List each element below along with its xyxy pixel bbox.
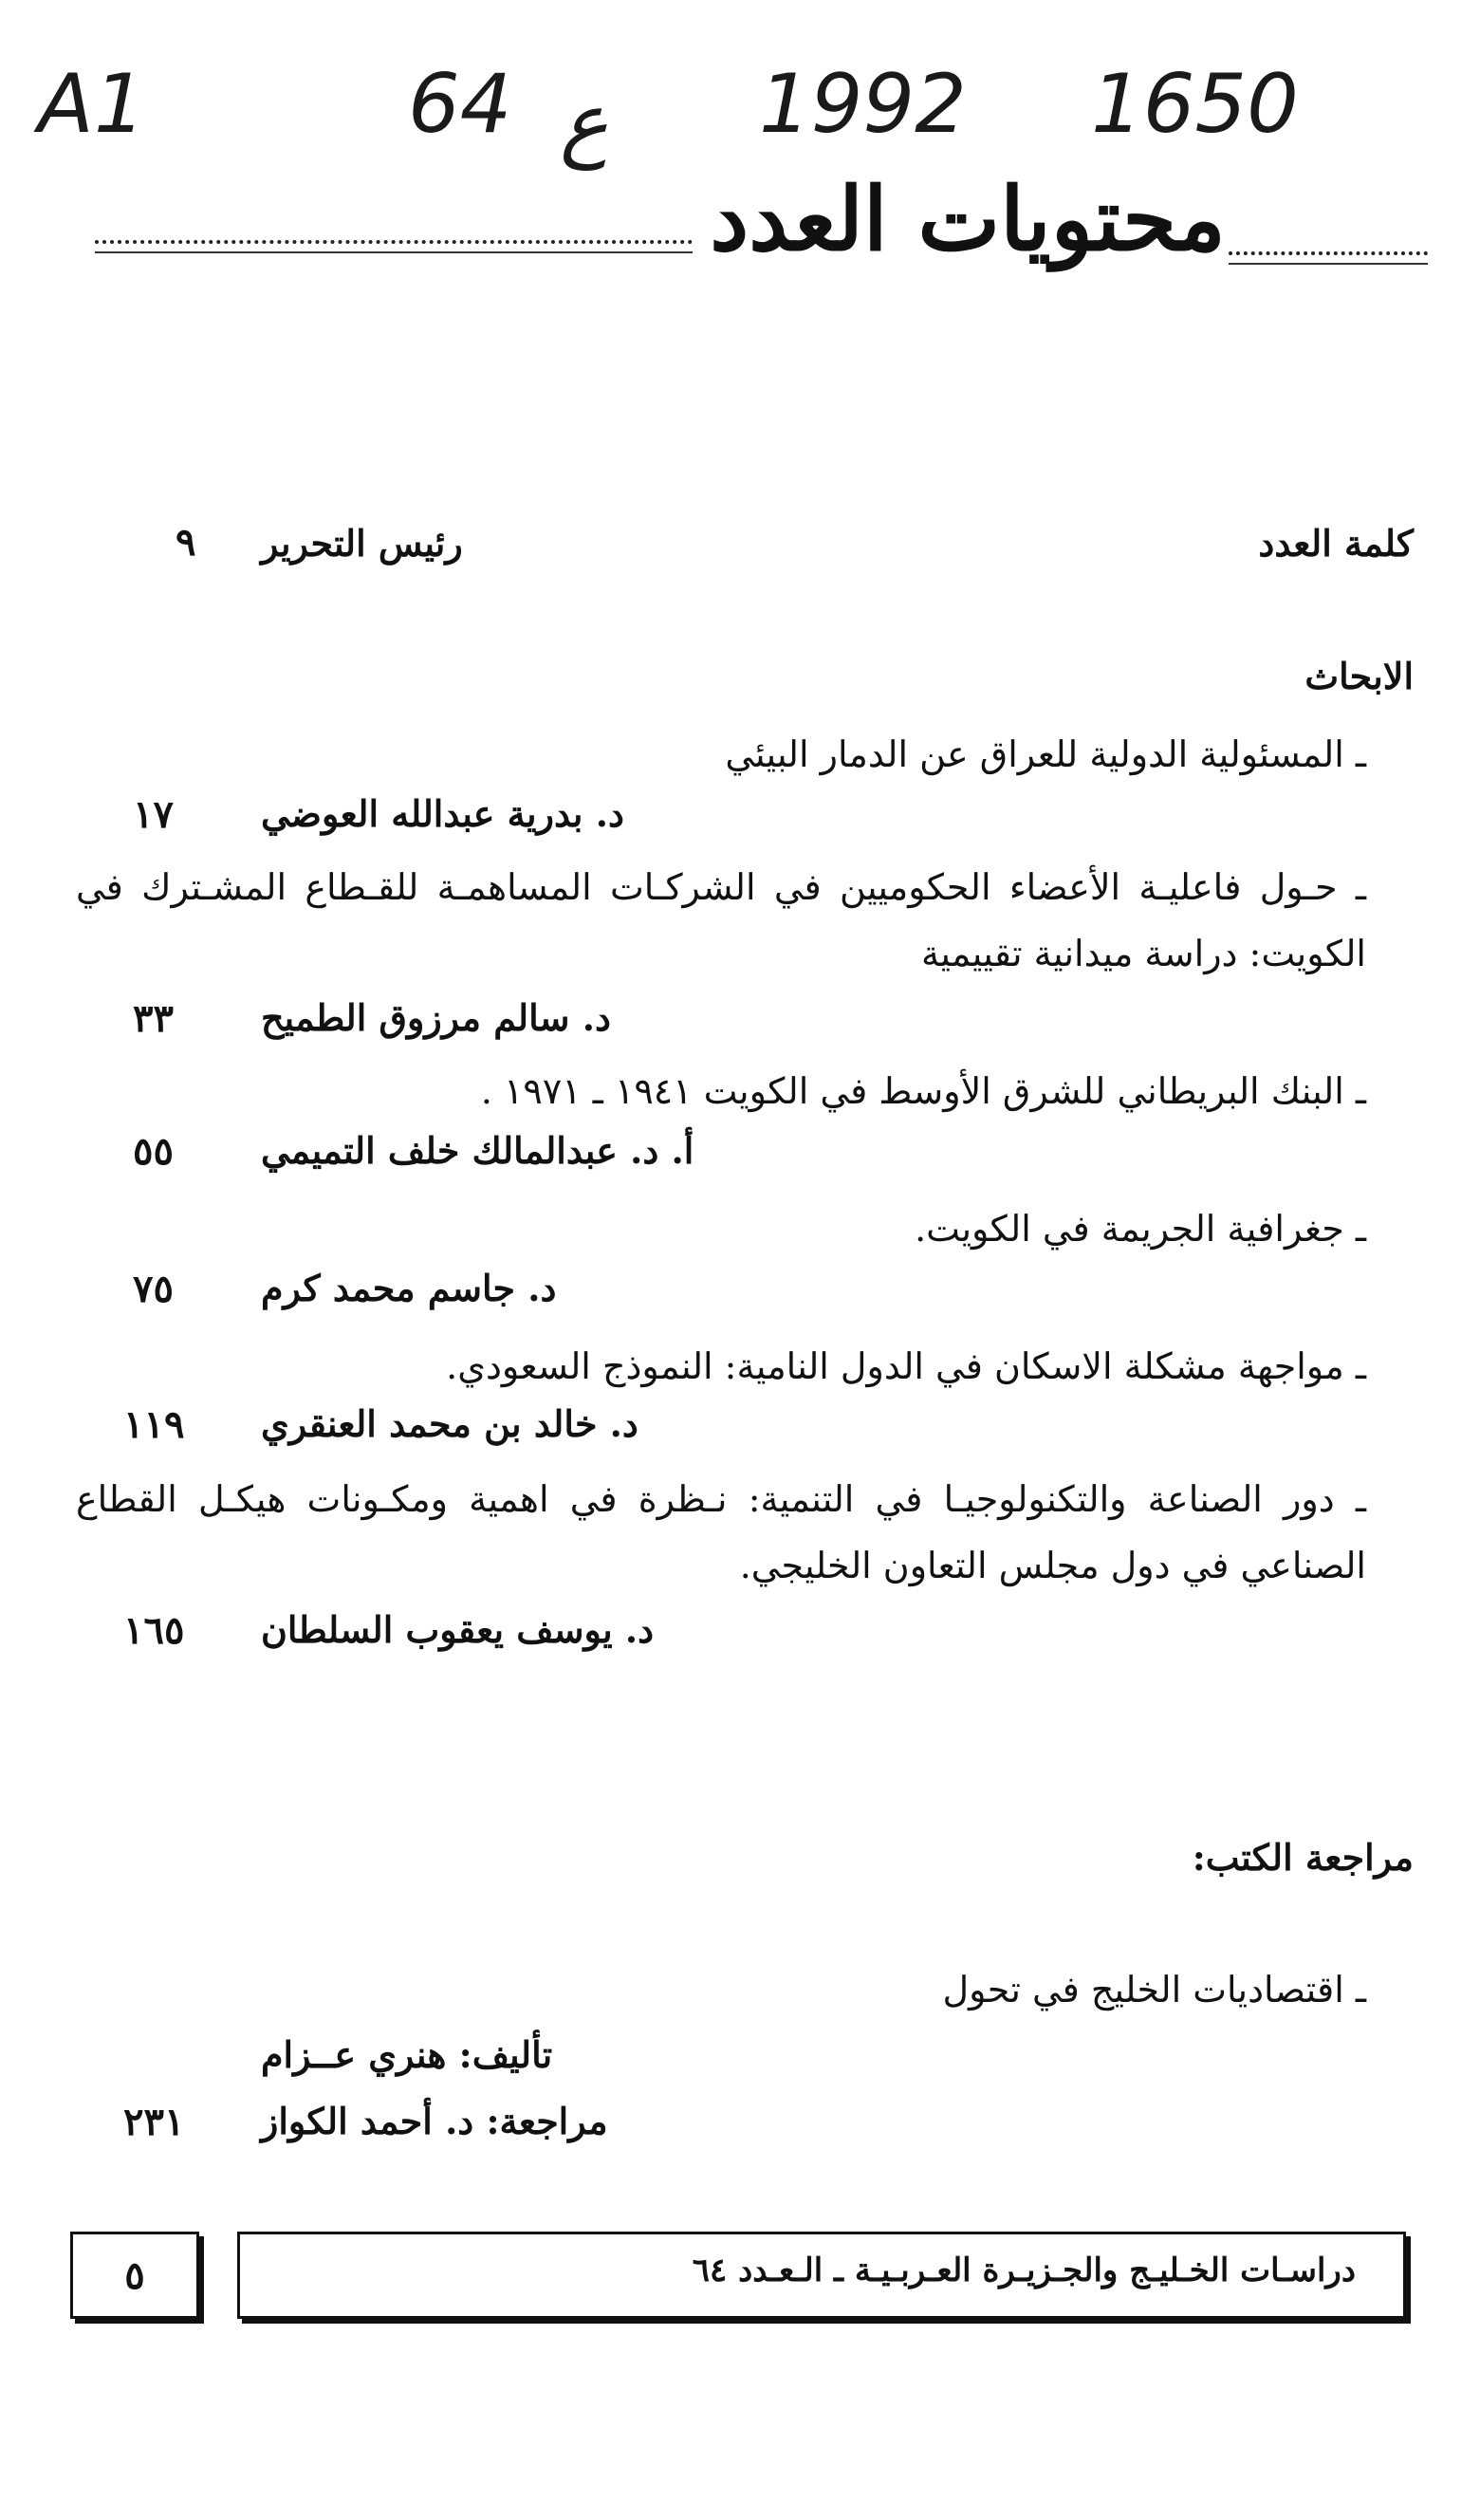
- article-page: ١١٩: [123, 1402, 185, 1447]
- article-title: ـ مواجهة مشكلة الاسكان في الدول النامية: النموذج السعودي.: [446, 1345, 1366, 1387]
- article-author: د. يوسف يعقوب السلطان: [261, 1608, 655, 1651]
- article-page: ١٦٥: [123, 1608, 185, 1653]
- handwritten-issue: 64: [408, 57, 512, 152]
- title-rule-left: [95, 240, 693, 244]
- handwritten-code: 1650: [1091, 57, 1299, 152]
- article-title: ـ حـول فاعليـة الأعضاء الحكوميين في الشركـات المساهمـة للقـطاع المشـترك في الكويت: دراسة ميدانية تقييمية: [76, 866, 1366, 974]
- editorial-page: ٩: [176, 520, 196, 565]
- article-author: د. جاسم محمد كرم: [261, 1267, 557, 1309]
- handwritten-year: 1992: [759, 57, 967, 152]
- page-title: محتويات العدد: [710, 168, 1226, 270]
- book-review-page: ٢٣١: [123, 2100, 185, 2144]
- book-review-reviewer: مراجعة: د. أحمد الكواز: [261, 2100, 608, 2142]
- journal-footer: [237, 2232, 1406, 2319]
- article-page: ١٧: [133, 792, 174, 837]
- page-number-box: [70, 2232, 199, 2319]
- article-title: ـ جغرافية الجريمة في الكويت.: [915, 1208, 1366, 1250]
- article-author: د. خالد بن محمد العنقري: [261, 1402, 638, 1445]
- journal-name: دراسـات الخـليـج والجـزيـرة العـربـيـة ـ الـعـدد ٦٤: [692, 2251, 1356, 2289]
- article-author: أ. د. عبدالمالك خلف التميمي: [261, 1129, 694, 1172]
- article-page: ٥٥: [133, 1129, 174, 1174]
- article-title: ـ دور الصناعة والتكنولوجيـا في التنمية: نـظرة في اهمية ومكـونات هيكـل القطاع الصناعي في دول مجلس التعاون الخليجي.: [76, 1478, 1366, 1586]
- book-review-title: ـ اقتصاديات الخليج في تحول: [942, 1969, 1366, 2010]
- research-heading: الابحاث: [1304, 655, 1414, 697]
- handwritten-letter: ع: [560, 76, 609, 171]
- book-review-author: تأليف: هنري عــزام: [261, 2033, 553, 2076]
- title-rule-right: [1229, 251, 1428, 255]
- book-reviews-heading: مراجعة الكتب:: [1192, 1836, 1414, 1879]
- page-number: ٥: [124, 2252, 145, 2298]
- title-rule-left-underline: [95, 251, 693, 253]
- title-rule-right-underline: [1229, 263, 1428, 265]
- article-page: ٣٣: [133, 996, 174, 1041]
- article-author: د. سالم مرزوق الطميح: [261, 996, 611, 1039]
- handwritten-ref: A1: [38, 57, 146, 152]
- article-page: ٧٥: [133, 1267, 174, 1311]
- article-title: ـ المسئولية الدولية للعراق عن الدمار البيئي: [725, 733, 1366, 775]
- article-author: د. بدرية عبدالله العوضي: [261, 792, 624, 835]
- article-title: ـ البنك البريطاني للشرق الأوسط في الكويت ١٩٤١ ـ ١٩٧١ .: [480, 1070, 1366, 1112]
- editorial-author: رئيس التحرير: [261, 522, 463, 565]
- editorial-label: كلمة العدد: [1258, 522, 1414, 565]
